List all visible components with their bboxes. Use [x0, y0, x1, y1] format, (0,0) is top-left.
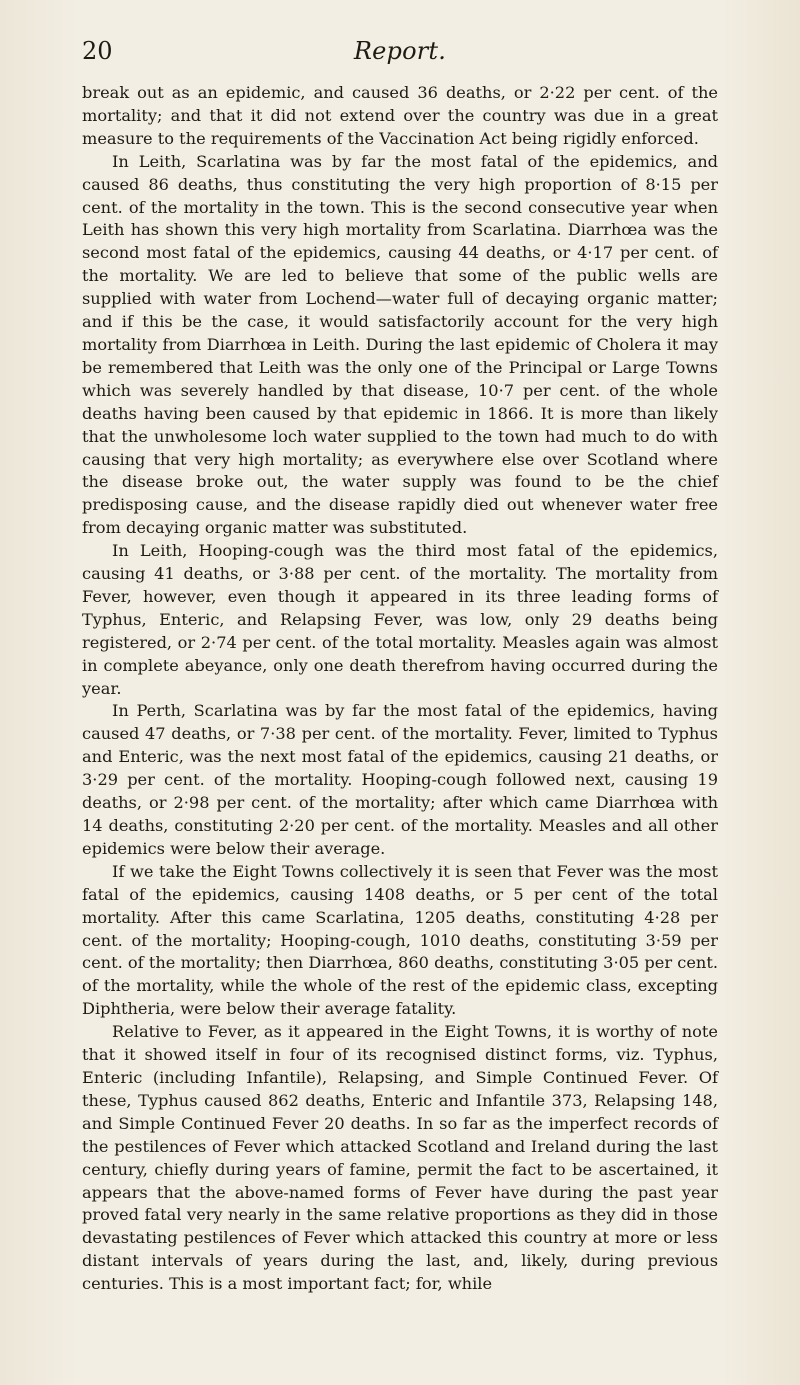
paragraph-continuation: break out as an epidemic, and caused 36 deaths, or 2·22 per cent. of the mortality; and that it did not extend over the country was due in a great measure to the requirements of the Vaccination Act being rigidly enforced.: [82, 83, 718, 148]
body-text: [82, 82, 718, 1296]
paragraph-eight-towns: If we take the Eight Towns collectively it is seen that Fever was the most fatal of the epidemics, causing 1408 deaths, or 5 per cent of the total mortality. After this came Scarlatina, 1205 deaths, constituting 4·28 per cent. of the mortality; Hooping-cough, 1010 deaths, constituting 3·59 per cent. of the mortality; then Diarrhœa, 860 deaths, constituting 3·05 per cent. of the mortality, while the whole of the rest of the epidemic class, excepting Diphtheria, were below their average fatality.: [82, 861, 718, 1019]
page-number: 20: [82, 37, 113, 65]
running-head: Report.: [353, 37, 447, 65]
paragraph-leith-scarlatina: In Leith, Scarlatina was by far the most fatal of the epidemics, and caused 86 deaths, thus constituting the very high proportion of 8·15 per cent. of the mortality in the town. This is the second consecutive year when Leith has shown this very high mortality from Scarlatina. Diarrhœa was the second most fatal of the epidemics, causing 44 deaths, or 4·17 per cent. of the mortality. We are led to believe that some of the public wells are supplied with water from Lochend—water full of decaying organic matter; and if this be the case, it would satisfactorily account for the very high mortality from Diarrhœa in Leith. During the last epidemic of Cholera it may be remembered that Leith was the only one of the Principal or Large Towns which was severely handled by that disease, 10·7 per cent. of the whole deaths having been caused by that epidemic in 1866. It is more than likely that the unwholesome loch water supplied to the town had much to do with causing that very high mortality; as everywhere else over Scotland where the disease broke out, the water supply was found to be the chief predisposing cause, and the disease rapidly died out whenever water free from decaying organic matter was substituted.: [82, 151, 718, 538]
paragraph-leith-hooping-cough: In Leith, Hooping-cough was the third most fatal of the epidemics, causing 41 deaths, or 3·88 per cent. of the mortality. The mortality from Fever, however, even though it appeared in its three leading forms of Typhus, Enteric, and Relapsing Fever, was low, only 29 deaths being registered, or 2·74 per cent. of the total mortality. Measles again was almost in complete abeyance, only one death therefrom having occurred during the year.: [82, 541, 718, 698]
page-header: [82, 36, 718, 70]
paragraph-fever-forms: Relative to Fever, as it appeared in the Eight Towns, it is worthy of note that it showed itself in four of its recognised distinct forms, viz. Typhus, Enteric (including Infantile), Relapsing, and Simple Continued Fever. Of these, Typhus caused 862 deaths, Enteric and Infantile 373, Relapsing 148, and Simple Continued Fever 20 deaths. In so far as the imperfect records of the pestilences of Fever which attacked Scotland and Ireland during the last century, chiefly during years of famine, permit the fact to be ascertained, it appears that the above-named forms of Fever have during the past year proved fatal very nearly in the same relative proportions as they did in those devastating pestilences of Fever which attacked this country at more or less distant intervals of years during the last, and, likely, during previous centuries. This is a most important fact; for, while: [82, 1022, 718, 1294]
paragraph-perth: In Perth, Scarlatina was by far the most fatal of the epidemics, having caused 47 deaths, or 7·38 per cent. of the mortality. Fever, limited to Typhus and Enteric, was the next most fatal of the epidemics, causing 21 deaths, or 3·29 per cent. of the mortality. Hooping-cough followed next, causing 19 deaths, or 2·98 per cent. of the mortality; after which came Diarrhœa with 14 deaths, constituting 2·20 per cent. of the mortality. Measles and all other epidemics were below their average.: [82, 701, 718, 858]
